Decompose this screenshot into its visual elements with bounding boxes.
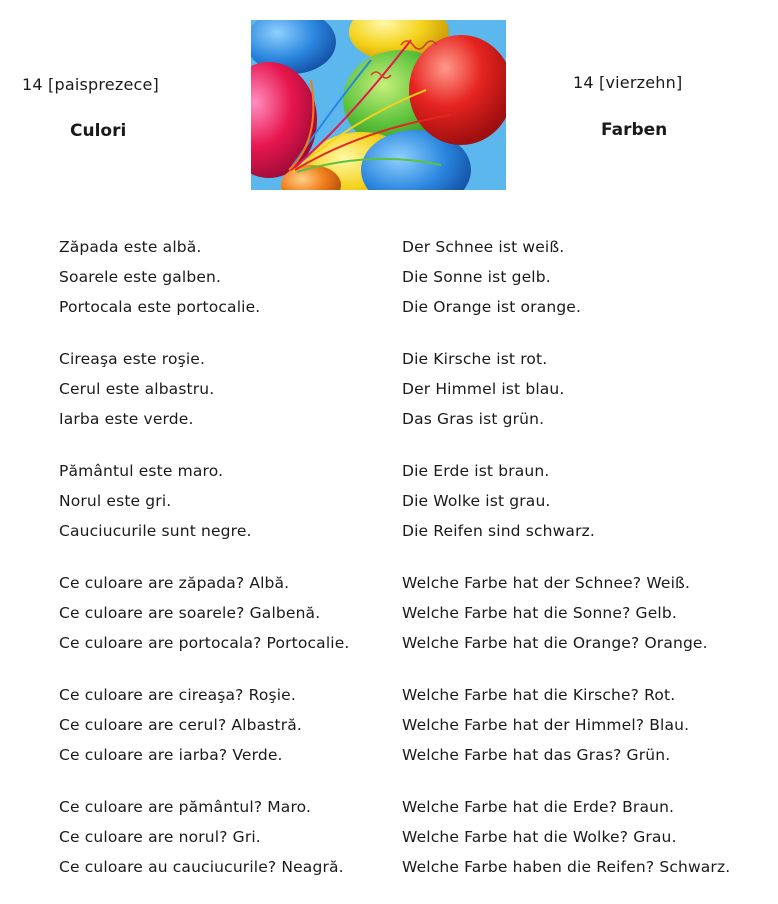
romanian-sentence: Iarba este verde. bbox=[59, 410, 194, 428]
german-sentence: Welche Farbe hat die Erde? Braun. bbox=[402, 798, 675, 816]
romanian-sentence: Pământul este maro. bbox=[59, 462, 224, 480]
german-sentence: Welche Farbe haben die Reifen? Schwarz. bbox=[402, 858, 731, 876]
romanian-sentence: Ce culoare are soarele? Galbenă. bbox=[59, 604, 321, 622]
german-sentence-group bbox=[402, 344, 730, 434]
german-sentence: Welche Farbe hat die Wolke? Grau. bbox=[402, 828, 677, 846]
german-sentence: Welche Farbe hat das Gras? Grün. bbox=[402, 746, 671, 764]
lesson-title-german: Farben bbox=[601, 120, 668, 140]
german-sentence-group bbox=[402, 456, 730, 546]
german-sentence-group bbox=[402, 792, 730, 882]
german-sentence: Das Gras ist grün. bbox=[402, 410, 545, 428]
romanian-sentence: Portocala este portocalie. bbox=[59, 298, 261, 316]
german-column bbox=[402, 232, 730, 904]
romanian-sentence: Ce culoare are cireaşa? Roşie. bbox=[59, 686, 296, 704]
german-sentence: Die Kirsche ist rot. bbox=[402, 350, 548, 368]
balloons-image bbox=[251, 20, 506, 190]
german-sentence-group bbox=[402, 568, 730, 658]
german-sentence: Die Erde ist braun. bbox=[402, 462, 550, 480]
german-sentence: Welche Farbe hat die Kirsche? Rot. bbox=[402, 686, 676, 704]
lesson-number-german: 14 [vierzehn] bbox=[573, 73, 683, 92]
romanian-sentence-group bbox=[59, 344, 350, 434]
romanian-sentence: Ce culoare are iarba? Verde. bbox=[59, 746, 283, 764]
romanian-column bbox=[59, 232, 350, 904]
german-sentence: Welche Farbe hat die Orange? Orange. bbox=[402, 634, 708, 652]
romanian-sentence: Norul este gri. bbox=[59, 492, 172, 510]
romanian-sentence-group bbox=[59, 680, 350, 770]
lesson-title-romanian: Culori bbox=[70, 121, 127, 141]
german-sentence-group bbox=[402, 232, 730, 322]
german-sentence: Die Wolke ist grau. bbox=[402, 492, 551, 510]
romanian-sentence: Soarele este galben. bbox=[59, 268, 222, 286]
german-sentence: Welche Farbe hat der Himmel? Blau. bbox=[402, 716, 690, 734]
romanian-sentence: Zăpada este albă. bbox=[59, 238, 202, 256]
romanian-sentence: Cireaşa este roşie. bbox=[59, 350, 206, 368]
german-sentence: Der Schnee ist weiß. bbox=[402, 238, 565, 256]
german-sentence-group bbox=[402, 680, 730, 770]
german-sentence: Welche Farbe hat die Sonne? Gelb. bbox=[402, 604, 677, 622]
german-sentence: Welche Farbe hat der Schnee? Weiß. bbox=[402, 574, 691, 592]
romanian-sentence: Cauciucurile sunt negre. bbox=[59, 522, 252, 540]
lesson-number-romanian: 14 [paisprezece] bbox=[22, 75, 159, 94]
romanian-sentence: Cerul este albastru. bbox=[59, 380, 215, 398]
romanian-sentence: Ce culoare are zăpada? Albă. bbox=[59, 574, 290, 592]
romanian-sentence: Ce culoare au cauciucurile? Neagră. bbox=[59, 858, 344, 876]
german-sentence: Die Orange ist orange. bbox=[402, 298, 582, 316]
german-sentence: Die Sonne ist gelb. bbox=[402, 268, 551, 286]
romanian-sentence: Ce culoare are cerul? Albastră. bbox=[59, 716, 302, 734]
romanian-sentence-group bbox=[59, 232, 350, 322]
german-sentence: Der Himmel ist blau. bbox=[402, 380, 565, 398]
german-sentence: Die Reifen sind schwarz. bbox=[402, 522, 595, 540]
romanian-sentence: Ce culoare are pământul? Maro. bbox=[59, 798, 312, 816]
romanian-sentence-group bbox=[59, 792, 350, 882]
romanian-sentence-group bbox=[59, 568, 350, 658]
romanian-sentence: Ce culoare are portocala? Portocalie. bbox=[59, 634, 350, 652]
romanian-sentence-group bbox=[59, 456, 350, 546]
romanian-sentence: Ce culoare are norul? Gri. bbox=[59, 828, 261, 846]
